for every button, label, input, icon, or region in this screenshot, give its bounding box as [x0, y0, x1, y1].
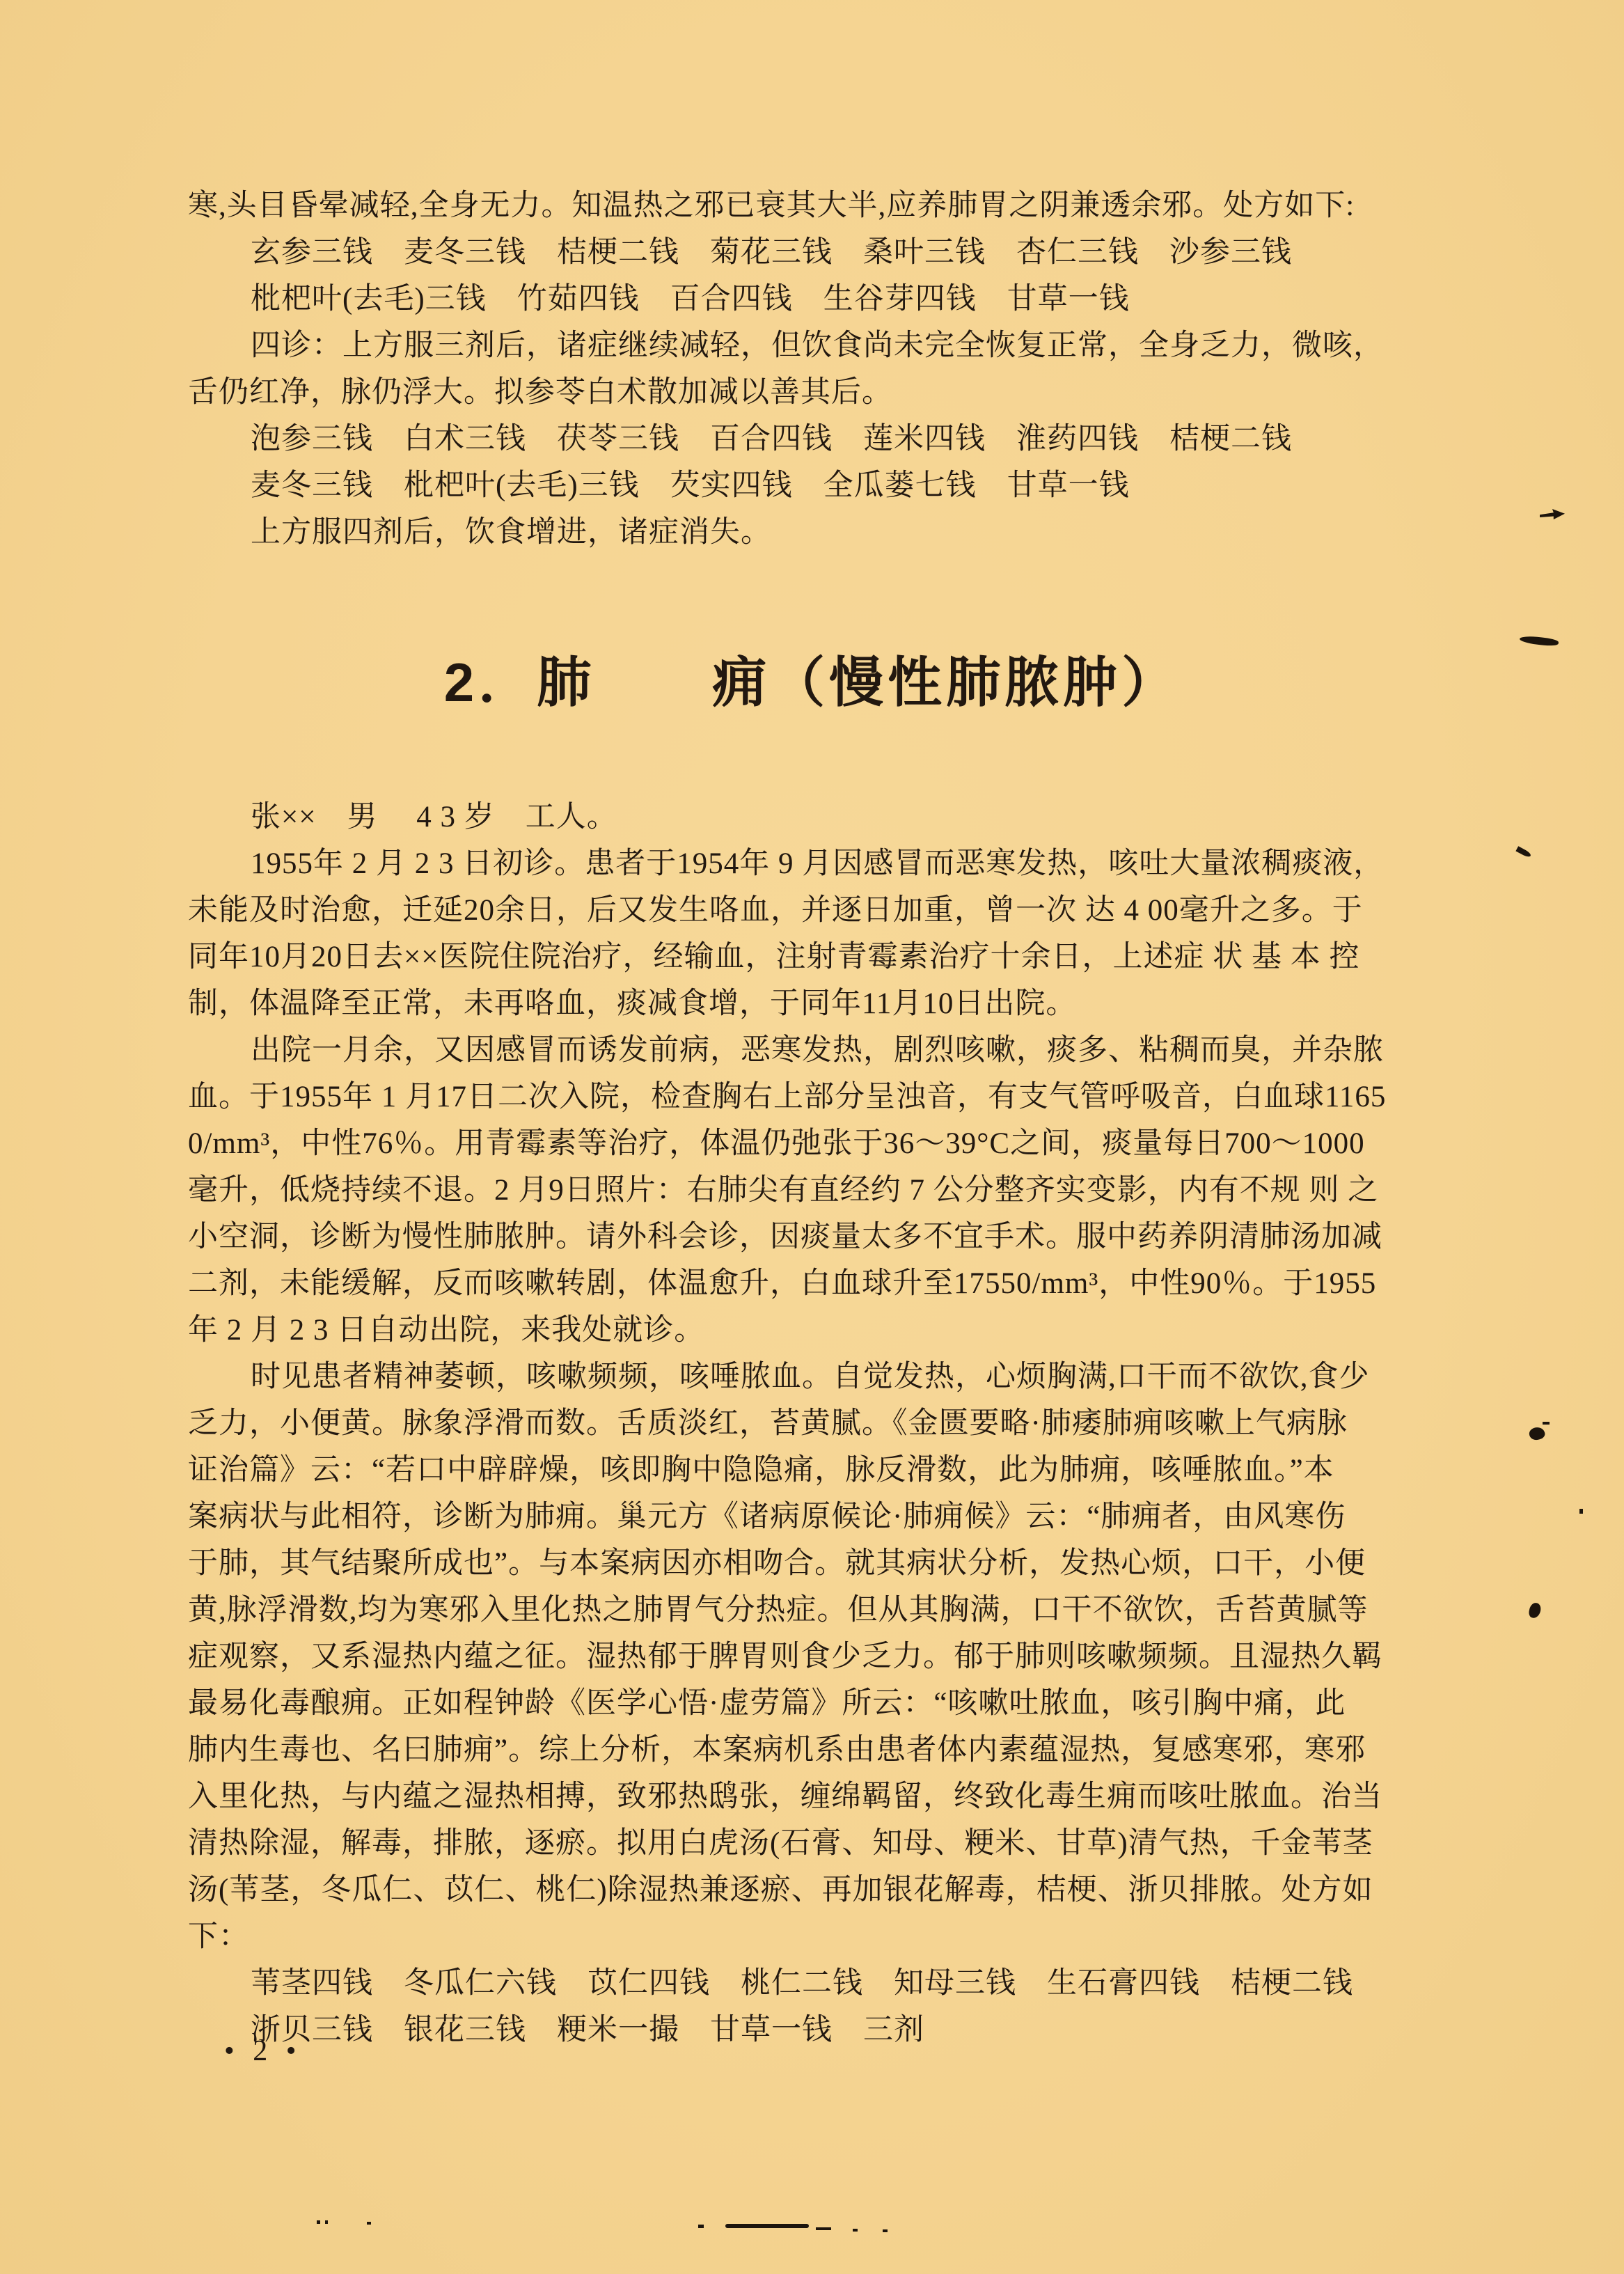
text-line: 麦冬三钱 枇杷叶(去毛)三钱 芡实四钱 全瓜蒌七钱 甘草一钱: [251, 469, 1130, 502]
text-line: 四诊：上方服三剂后，诸症继续减轻，但饮食尚未完全恢复正常，全身乏力，微咳，: [251, 329, 1384, 362]
ink-speck: [1540, 509, 1565, 519]
text-line: 0/mm³，中性76％。用青霉素等治疗，体温仍弛张于36～39°C之间，痰量每日700～1000: [188, 1127, 1365, 1160]
case-body: [188, 794, 1413, 2053]
text-line: 泡参三钱 白术三钱 茯苓三钱 百合四钱 莲米四钱 淮药四钱 桔梗二钱: [251, 423, 1292, 455]
text-line: 汤(苇茎，冬瓜仁、苡仁、桃仁)除湿热兼逐瘀、再加银花解毒，桔梗、浙贝排脓。处方如下：: [188, 1874, 1373, 1953]
text-line: 最易化毒酿痈。正如程钟龄《医学心悟·虚劳篇》所云：“咳嗽吐脓血，咳引胸中痛，此: [188, 1687, 1346, 1720]
text-line: 清热除湿，解毒，排脓，逐瘀。拟用白虎汤(石膏、知母、粳米、甘草)清气热，千金苇茎: [188, 1827, 1373, 1860]
text-line: 苇茎四钱 冬瓜仁六钱 苡仁四钱 桃仁二钱 知母三钱 生石膏四钱 桔梗二钱: [251, 1967, 1353, 2000]
continuation-paragraph: [188, 182, 1413, 556]
case-title: 2．肺 痈（慢性肺脓肿）: [443, 652, 1181, 713]
text-line: 时见患者精神萎顿，咳嗽频频，咳唾脓血。自觉发热，心烦胸满,口干而不欲饮,食少: [251, 1361, 1370, 1393]
ink-speck: [1528, 1602, 1542, 1620]
text-line: 黄,脉浮滑数,均为寒邪入里化热之肺胃气分热症。但从其胸满，口干不欲饮，舌苔黄腻等: [188, 1594, 1369, 1626]
ink-speck: [1515, 846, 1531, 858]
text-line: 上方服四剂后，饮食增进，诸症消失。: [251, 516, 771, 549]
text-line: 证治篇》云：“若口中辟辟燥，咳即胸中隐隐痛，脉反滑数，此为肺痈，咳唾脓血。”本: [188, 1454, 1334, 1487]
ink-speck: [816, 2227, 831, 2230]
text-line: 二剂，未能缓解，反而咳嗽转剧，体温愈升，白血球升至17550/mm³，中性90％。于1955: [188, 1267, 1377, 1300]
text-line: 小空洞，诊断为慢性肺脓肿。请外科会诊，因痰量太多不宜手术。服中药养阴清肺汤加减: [188, 1221, 1382, 1253]
ink-speck: [317, 2220, 320, 2224]
ink-speck: [698, 2225, 704, 2228]
text-line: 肺内生毒也、名曰肺痈”。综上分析，本案病机系由患者体内素蕴湿热，复感寒邪，寒邪: [188, 1734, 1366, 1766]
text-line: 张×× 男 4 3 岁 工人。: [251, 801, 617, 833]
text-line: 年 2 月 2 3 日自动出院，来我处就诊。: [188, 1314, 705, 1347]
text-line: 寒,头目昏晕减轻,全身无力。知温热之邪已衰其大半,应养肺胃之阴兼透余邪。处方如下:: [188, 189, 1355, 222]
ink-speck: [1520, 635, 1559, 648]
ink-speck: [883, 2229, 888, 2232]
text-line: 案病状与此相符，诊断为肺痈。巢元方《诸病原候论·肺痈候》云：“肺痈者，由风寒伤: [188, 1500, 1346, 1533]
text-line: 乏力，小便黄。脉象浮滑而数。舌质淡红，苔黄腻。《金匮要略·肺痿肺痈咳嗽上气病脉: [188, 1407, 1348, 1440]
text-line: 于肺，其气结聚所成也”。与本案病因亦相吻合。就其病状分析，发热心烦，口干，小便: [188, 1547, 1366, 1580]
text-line: 出院一月余，又因感冒而诱发前病，恶寒发热，剧烈咳嗽，痰多、粘稠而臭，并杂脓: [251, 1034, 1384, 1067]
text-line: 1955年 2 月 2 3 日初诊。患者于1954年 9 月因感冒而恶寒发热，咳吐大量浓稠痰液，: [251, 847, 1385, 880]
text-line: 玄参三钱 麦冬三钱 桔梗二钱 菊花三钱 桑叶三钱 杏仁三钱 沙参三钱: [251, 236, 1292, 269]
ink-speck: [853, 2229, 858, 2232]
text-line: 毫升，低烧持续不退。2 月9日照片：右肺尖有直经约 7 公分整齐实变影，内有不规 则 之: [188, 1174, 1379, 1207]
text-line: 制，体温降至正常，未再咯血，痰减食增，于同年11月10日出院。: [188, 987, 1077, 1020]
ink-speck: [1528, 1425, 1546, 1442]
text-line: 舌仍红净，脉仍浮大。拟参苓白术散加减以善其后。: [188, 376, 892, 409]
ink-speck: [367, 2222, 371, 2225]
text-line: 入里化热，与内蕴之湿热相搏，致邪热鸱张，缠绵羁留，终致化毒生痈而咳吐脓血。治当: [188, 1780, 1382, 1813]
text-line: 浙贝三钱 银花三钱 粳米一撮 甘草一钱 三剂: [251, 2014, 924, 2046]
ink-speck: [1579, 1509, 1583, 1514]
text-line: 症观察，又系湿热内蕴之征。湿热郁于脾胃则食少乏力。郁于肺则咳嗽频频。且湿热久羁: [188, 1640, 1382, 1673]
ink-speck: [725, 2224, 809, 2228]
page-number: • 2 •: [224, 2035, 302, 2067]
text-line: 枇杷叶(去毛)三钱 竹茹四钱 百合四钱 生谷芽四钱 甘草一钱: [251, 283, 1130, 315]
text-line: 未能及时治愈，迁延20余日，后又发生咯血，并逐日加重，曾一次 达 4 00毫升之多。于: [188, 894, 1363, 927]
ink-speck: [1543, 1422, 1550, 1425]
text-line: 同年10月20日去××医院住院治疗，经输血，注射青霉素治疗十余日，上述症 状 基 本 控: [188, 941, 1360, 973]
text-line: 血。于1955年 1 月17日二次入院，检查胸右上部分呈浊音，有支气管呼吸音，白血球1165: [188, 1081, 1387, 1113]
ink-speck: [325, 2220, 328, 2224]
